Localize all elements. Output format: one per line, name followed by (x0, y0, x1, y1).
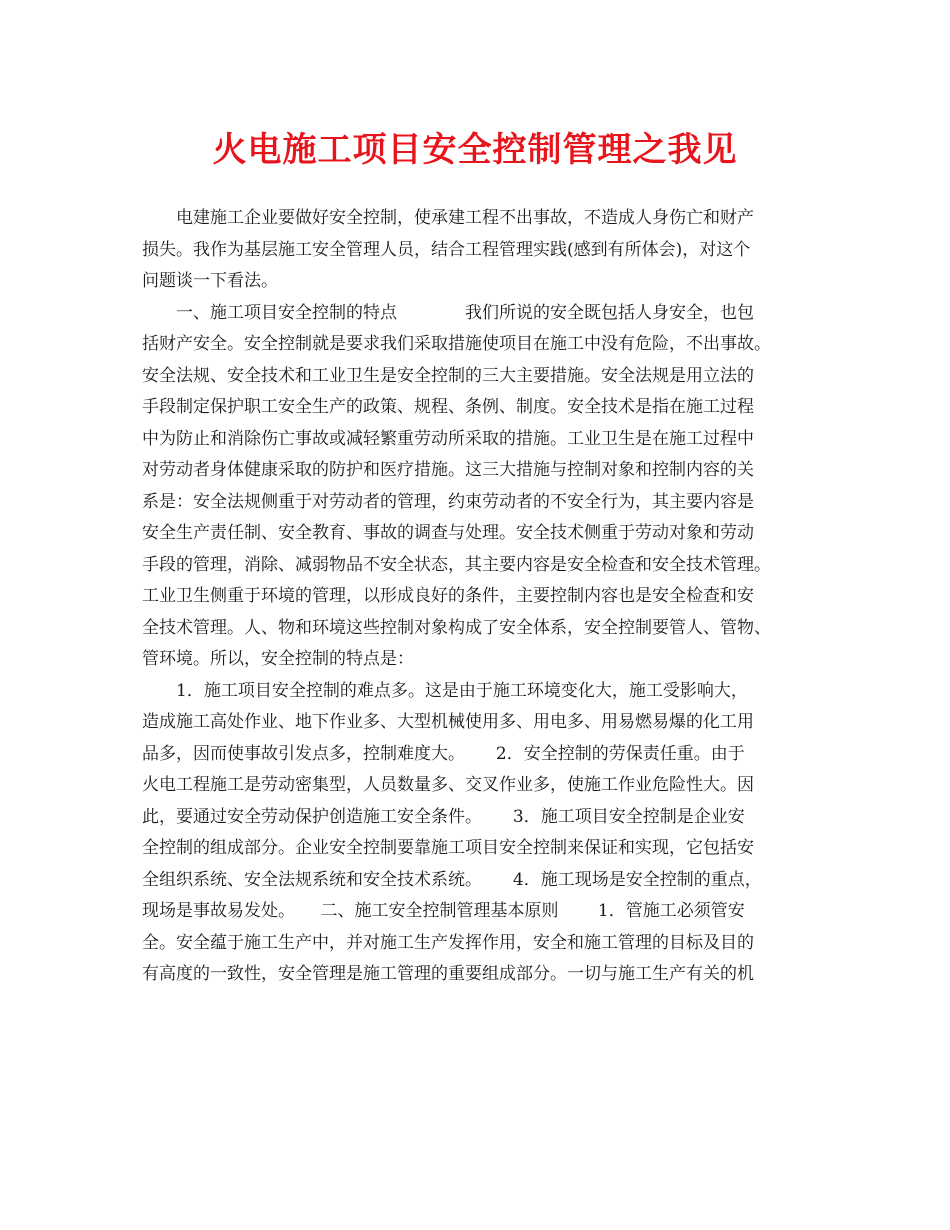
body-line: 中为防止和消除伤亡事故或减轻繁重劳动所采取的措施。工业卫生是在施工过程中 (142, 428, 754, 449)
body-line: 对劳动者身体健康采取的防护和医疗措施。这三大措施与控制对象和控制内容的关 (142, 460, 754, 480)
body-line: 问题谈一下看法。 (142, 271, 278, 291)
body-line: 一、施工项目安全控制的特点 我们所说的安全既包括人身安全，也包 (142, 302, 754, 323)
body-line: 全技术管理。人、物和环境这些控制对象构成了安全体系，安全控制要管人、管物、 (142, 617, 771, 638)
body-line: 安全法规、安全技术和工业卫生是安全控制的三大主要措施。安全法规是用立法的 (142, 365, 754, 386)
body-line: 手段制定保护职工安全生产的政策、规程、条例、制度。安全技术是指在施工过程 (142, 397, 754, 417)
body-line: 手段的管理，消除、减弱物品不安全状态，其主要内容是安全检查和安全技术管理。 (142, 554, 771, 575)
body-line: 全组织系统、安全法规系统和安全技术系统。 4．施工现场是安全控制的重点， (142, 869, 762, 890)
body-line: 品多，因而使事故引发点多，控制难度大。 2．安全控制的劳保责任重。由于 (142, 743, 745, 764)
body-line: 造成施工高处作业、地下作业多、大型机械使用多、用电多、用易燃易爆的化工用 (142, 712, 754, 732)
body-line: 工业卫生侧重于环境的管理，以形成良好的条件，主要控制内容也是安全检查和安 (142, 586, 754, 606)
body-line: 此，要通过安全劳动保护创造施工安全条件。 3．施工项目安全控制是企业安 (142, 806, 745, 827)
body-line: 电建施工企业要做好安全控制，使承建工程不出事故，不造成人身伤亡和财产 (142, 208, 754, 228)
body-line: 1．施工项目安全控制的难点多。这是由于施工环境变化大，施工受影响大， (142, 680, 748, 701)
body-line: 全。安全蕴于施工生产中，并对施工生产发挥作用，安全和施工管理的目标及目的 (142, 932, 754, 953)
body-line: 系是：安全法规侧重于对劳动者的管理，约束劳动者的不安全行为，其主要内容是 (142, 491, 754, 512)
body-line: 管环境。所以，安全控制的特点是： (142, 649, 414, 669)
document-title: 火电施工项目安全控制管理之我见 (212, 130, 738, 170)
body-line: 全控制的组成部分。企业安全控制要靠施工项目安全控制来保证和实现，它包括安 (142, 838, 754, 858)
document-body (142, 203, 822, 991)
body-line: 火电工程施工是劳动密集型，人员数量多、交叉作业多，使施工作业危险性大。因 (142, 775, 754, 795)
body-line: 安全生产责任制、安全教育、事故的调查与处理。安全技术侧重于劳动对象和劳动 (142, 523, 754, 543)
body-line: 有高度的一致性，安全管理是施工管理的重要组成部分。一切与施工生产有关的机 (142, 964, 754, 984)
body-line: 括财产安全。安全控制就是要求我们采取措施使项目在施工中没有危险，不出事故。 (142, 334, 771, 354)
body-line: 损失。我作为基层施工安全管理人员，结合工程管理实践(感到有所体会)，对这个 (142, 239, 751, 260)
body-line: 现场是事故易发处。 二、施工安全控制管理基本原则 1．管施工必须管安 (142, 901, 745, 921)
